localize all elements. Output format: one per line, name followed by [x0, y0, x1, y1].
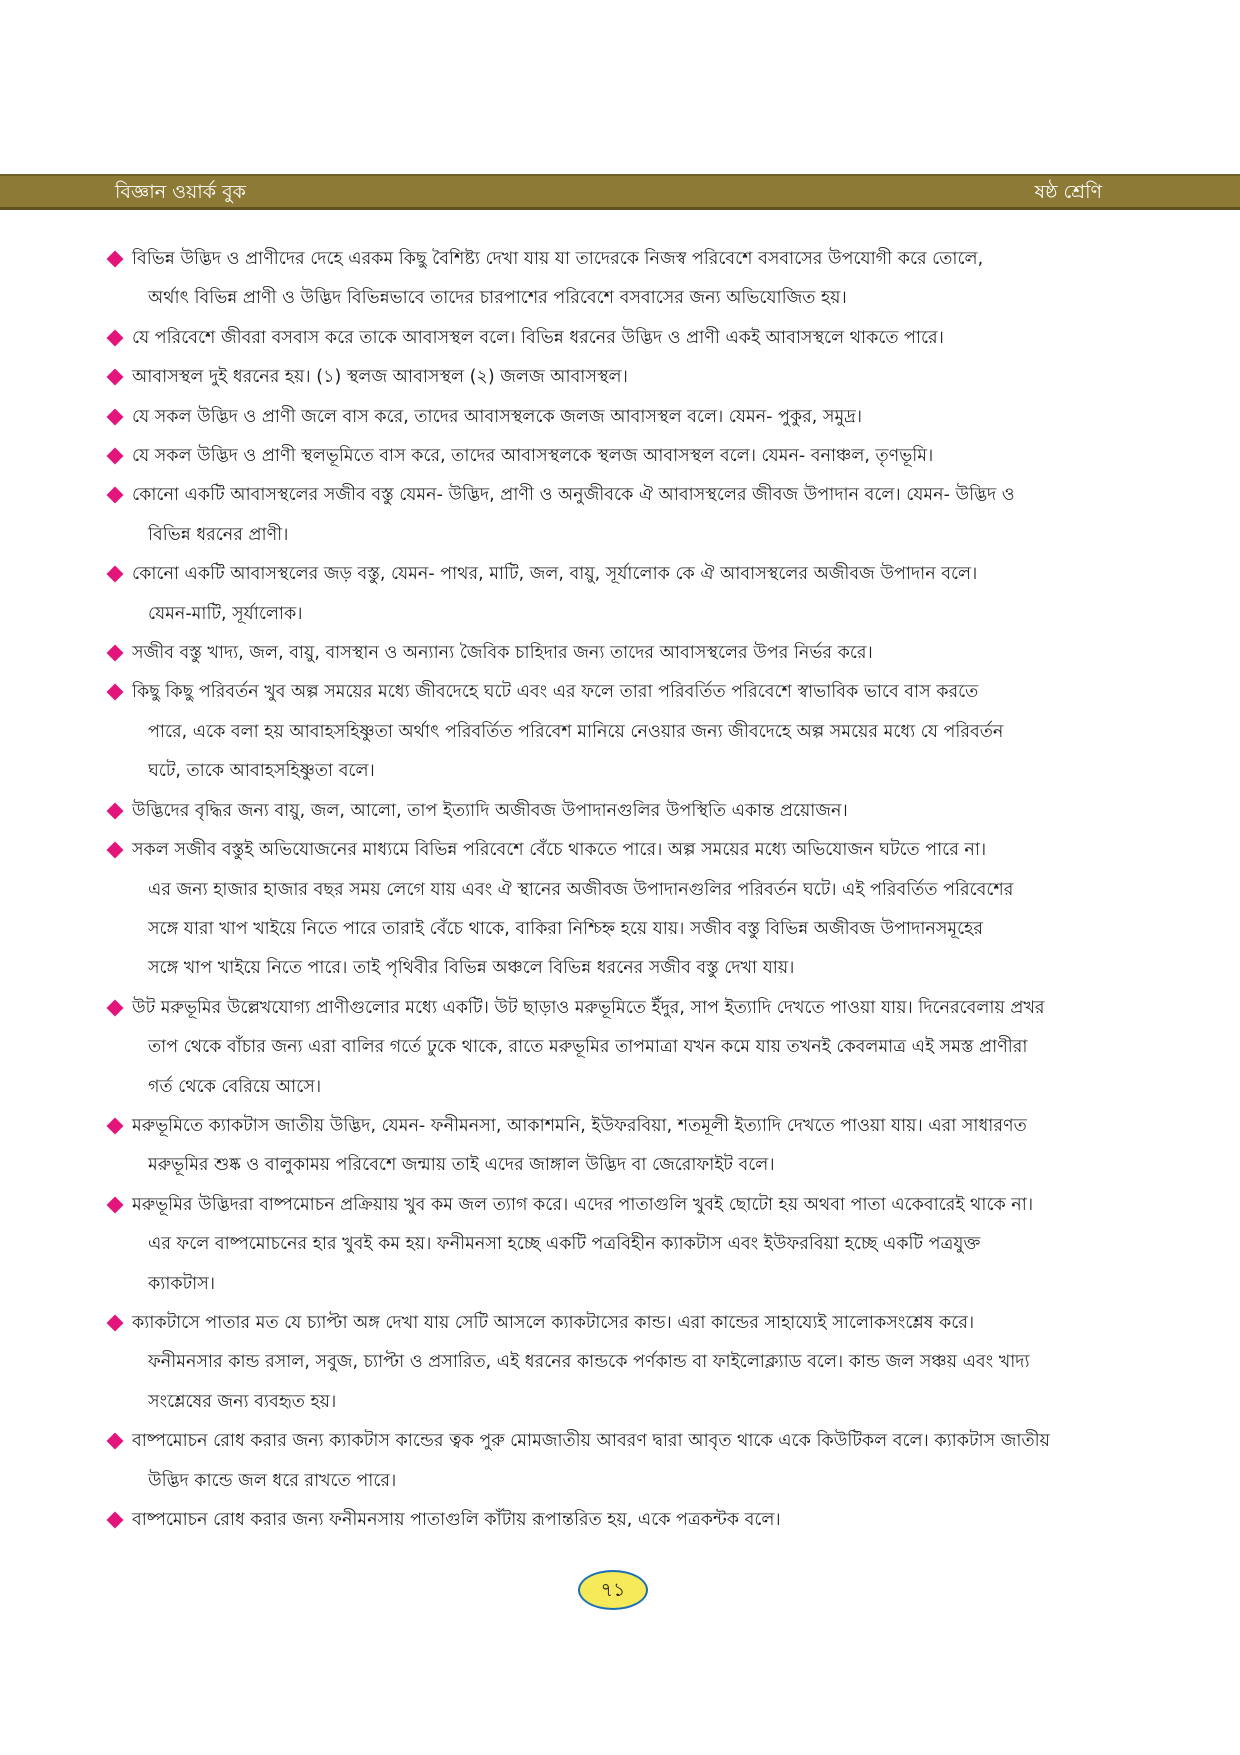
bullet-item — [107, 555, 1107, 634]
bullet-text-line: যে সকল উদ্ভিদ ও প্রাণী জলে বাস করে, তাদের আবাসস্থলকে জলজ আবাসস্থল বলে। যেমন- পুকুর, সমুদ্র। — [132, 406, 863, 427]
bullet-item — [107, 398, 1107, 437]
bullet-text-line: বিভিন্ন ধরনের প্রাণী। — [148, 524, 289, 545]
bullet-text-line: কোনো একটি আবাসস্থলের জড় বস্তু, যেমন- পাথর, মাটি, জল, বায়ু, সূর্যালোক কে ঐ আবাসস্থলের অজীবজ উপাদান বলে। — [132, 564, 978, 585]
bullet-text-line: উট মরুভূমির উল্লেখযোগ্য প্রাণীগুলোর মধ্যে একটি। উট ছাড়াও মরুভূমিতে ইঁদুর, সাপ ইত্যাদি দেখতে পাওয়া যায়। দিনেরবেলায় প্রখর — [132, 997, 1045, 1018]
bullet-text-line: বাষ্পমোচন রোধ করার জন্য ক্যাকটাস কান্ডের ত্বক পুরু মোমজাতীয় আবরণ দ্বারা আবৃত থাকে একে কিউটিকল বলে। ক্যাকটাস জাতীয় — [132, 1431, 1050, 1452]
bullet-item — [107, 319, 1107, 358]
bullet-item — [107, 437, 1107, 476]
diamond-bullet-icon — [107, 842, 124, 859]
bullet-text-line: সঙ্গে যারা খাপ খাইয়ে নিতে পারে তারাই বেঁচে থাকে, বাকিরা নিশ্চিহ্ন হয়ে যায়। সজীব বস্তু বিভিন্ন অজীবজ উপাদানসমূহের — [148, 918, 983, 939]
bullet-text-line: ক্যাকটাসে পাতার মত যে চ্যাপ্টা অঙ্গ দেখা যায় সেটি আসলে ক্যাকটাসের কান্ড। এরা কান্ডের সাহায্যেই সালোকসংশ্লেষ করে। — [132, 1312, 975, 1333]
bullet-text-line: বাষ্পমোচন রোধ করার জন্য ফনীমনসায় পাতাগুলি কাঁটায় রূপান্তরিত হয়, একে পত্রকন্টক বলে। — [132, 1510, 781, 1530]
diamond-bullet-icon — [107, 645, 124, 662]
diamond-bullet-icon — [107, 369, 124, 386]
bullet-item — [107, 673, 1107, 791]
bullet-item — [107, 1107, 1107, 1186]
bullet-text-line: গর্ত থেকে বেরিয়ে আসে। — [148, 1076, 322, 1097]
page-number: ৭১ — [578, 1570, 648, 1610]
bullet-text-line: সঙ্গে খাপ খাইয়ে নিতে পারে। তাই পৃথিবীর বিভিন্ন অঞ্চলে বিভিন্ন ধরনের সজীব বস্তু দেখা যায়। — [148, 958, 795, 979]
bullet-item — [107, 989, 1107, 1107]
diamond-bullet-icon — [107, 802, 124, 819]
bullet-text-line: পারে, একে বলা হয় আবাহসহিষ্ণুতা অর্থাৎ পরিবর্তিত পরিবেশ মানিয়ে নেওয়ার জন্য জীবদেহে অল্প সময়ের মধ্যে যে পরিবর্তন — [148, 721, 1004, 742]
diamond-bullet-icon — [107, 408, 124, 425]
bullet-text-line: অর্থাৎ বিভিন্ন প্রাণী ও উদ্ভিদ বিভিন্নভাবে তাদের চারপাশের পরিবেশে বসবাসের জন্য অভিযোজিত হয়। — [148, 288, 847, 309]
bullet-item — [107, 1422, 1107, 1501]
bullet-text-line: সজীব বস্তু খাদ্য, জল, বায়ু, বাসস্থান ও অন্যান্য জৈবিক চাহিদার জন্য তাদের আবাসস্থলের উপর নির্ভর করে। — [132, 643, 873, 664]
diamond-bullet-icon — [107, 1196, 124, 1213]
diamond-bullet-icon — [107, 1314, 124, 1331]
bullet-text-line: তাপ থেকে বাঁচার জন্য এরা বালির গর্তে ঢুকে থাকে, রাতে মরুভূমির তাপমাত্রা যখন কমে যায় তখনই কেবলমাত্র এই সমস্ত প্রাণীরা — [148, 1037, 1028, 1058]
diamond-bullet-icon — [107, 487, 124, 504]
bullet-text-line: এর জন্য হাজার হাজার বছর সময় লেগে যায় এবং ঐ স্থানের অজীবজ উপাদানগুলির পরিবর্তন ঘটে। এই পরিবর্তিত পরিবেশের — [148, 879, 1014, 900]
bullet-item — [107, 358, 1107, 397]
bullet-text-line: যে সকল উদ্ভিদ ও প্রাণী স্থলভূমিতে বাস করে, তাদের আবাসস্থলকে স্থলজ আবাসস্থল বলে। যেমন- বনাঞ্চল, তৃণভূমি। — [132, 446, 934, 467]
bullet-text-line: সংশ্লেষের জন্য ব্যবহৃত হয়। — [148, 1391, 337, 1412]
bullet-item — [107, 240, 1107, 319]
bullet-text-line: আবাসস্থল দুই ধরনের হয়। (১) স্থলজ আবাসস্থল (২) জলজ আবাসস্থল। — [132, 367, 628, 388]
class-label: ষষ্ঠ শ্রেণি — [1034, 181, 1102, 203]
diamond-bullet-icon — [107, 448, 124, 465]
bullet-item — [107, 1186, 1107, 1304]
bullet-text-line: যে পরিবেশে জীবরা বসবাস করে তাকে আবাসস্থল বলে। বিভিন্ন ধরনের উদ্ভিদ ও প্রাণী একই আবাসস্থলে থাকতে পারে। — [132, 327, 944, 348]
bullet-item — [107, 831, 1107, 989]
bullet-text-line: মরুভূমির শুষ্ক ও বালুকাময় পরিবেশে জন্মায় তাই এদের জাঙ্গাল উদ্ভিদ বা জেরোফাইট বলে। — [148, 1155, 775, 1176]
book-title: বিজ্ঞান ওয়ার্ক বুক — [115, 181, 246, 203]
bullet-item — [107, 792, 1107, 831]
bullet-item — [107, 476, 1107, 555]
bullet-item — [107, 1501, 1107, 1540]
diamond-bullet-icon — [107, 329, 124, 346]
header-band — [0, 174, 1240, 210]
bullet-text-line: ক্যাকটাস। — [148, 1273, 216, 1294]
bullet-text-line: ঘটে, তাকে আবাহসহিষ্ণুতা বলে। — [148, 761, 375, 782]
diamond-bullet-icon — [107, 999, 124, 1016]
diamond-bullet-icon — [107, 251, 124, 268]
bullet-text-line: মরুভূমিতে ক্যাকটাস জাতীয় উদ্ভিদ, যেমন- ফনীমনসা, আকাশমনি, ইউফরবিয়া, শতমূলী ইত্যাদি দেখতে পাওয়া যায়। এরা সাধারণত — [132, 1115, 1027, 1136]
bullet-text-line: সকল সজীব বস্তুই অভিযোজনের মাধ্যমে বিভিন্ন পরিবেশে বেঁচে থাকতে পারে। অল্প সময়ের মধ্যে অভিযোজন ঘটতে পারে না। — [132, 840, 987, 861]
diamond-bullet-icon — [107, 1512, 124, 1529]
diamond-bullet-icon — [107, 1117, 124, 1134]
bullet-text-line: কিছু কিছু পরিবর্তন খুব অল্প সময়ের মধ্যে জীবদেহে ঘটে এবং এর ফলে তারা পরিবর্তিত পরিবেশে স্বাভাবিক ভাবে বাস করতে — [132, 682, 979, 703]
bullet-text-line: মরুভূমির উদ্ভিদরা বাষ্পমোচন প্রক্রিয়ায় খুব কম জল ত্যাগ করে। এদের পাতাগুলি খুবই ছোটো হয় অথবা পাতা একেবারেই থাকে না। — [132, 1194, 1034, 1215]
diamond-bullet-icon — [107, 1433, 124, 1450]
bullet-item — [107, 1304, 1107, 1422]
diamond-bullet-icon — [107, 684, 124, 701]
bullet-text-line: উদ্ভিদের বৃদ্ধির জন্য বায়ু, জল, আলো, তাপ ইত্যাদি অজীবজ উপাদানগুলির উপস্থিতি একান্ত প্রয়োজন। — [132, 800, 848, 821]
bullet-text-line: কোনো একটি আবাসস্থলের সজীব বস্তু যেমন- উদ্ভিদ, প্রাণী ও অনুজীবকে ঐ আবাসস্থলের জীবজ উপাদান বলে। যেমন- উদ্ভিদ ও — [132, 485, 1015, 506]
diamond-bullet-icon — [107, 566, 124, 583]
bullet-text-line: উদ্ভিদ কান্ডে জল ধরে রাখতে পারে। — [148, 1470, 397, 1491]
bullet-text-line: বিভিন্ন উদ্ভিদ ও প্রাণীদের দেহে এরকম কিছু বৈশিষ্ট্য দেখা যায় যা তাদেরকে নিজস্ব পরিবেশে বসবাসের উপযোগী করে তোলে, — [132, 249, 984, 269]
bullet-text-line: ফনীমনসার কান্ড রসাল, সবুজ, চ্যাপ্টা ও প্রসারিত, এই ধরনের কান্ডকে পর্ণকান্ড বা ফাইলোক্ল্যাড বলে। কান্ড জল সঞ্চয় এবং খাদ্য — [148, 1352, 1030, 1373]
bullet-list — [107, 240, 1107, 1540]
bullet-text-line: এর ফলে বাষ্পমোচনের হার খুবই কম হয়। ফনীমনসা হচ্ছে একটি পত্রবিহীন ক্যাকটাস এবং ইউফরবিয়া হচ্ছে একটি পত্রযুক্ত — [148, 1234, 981, 1255]
bullet-text-line: যেমন-মাটি, সূর্যালোক। — [148, 603, 303, 624]
bullet-item — [107, 634, 1107, 673]
